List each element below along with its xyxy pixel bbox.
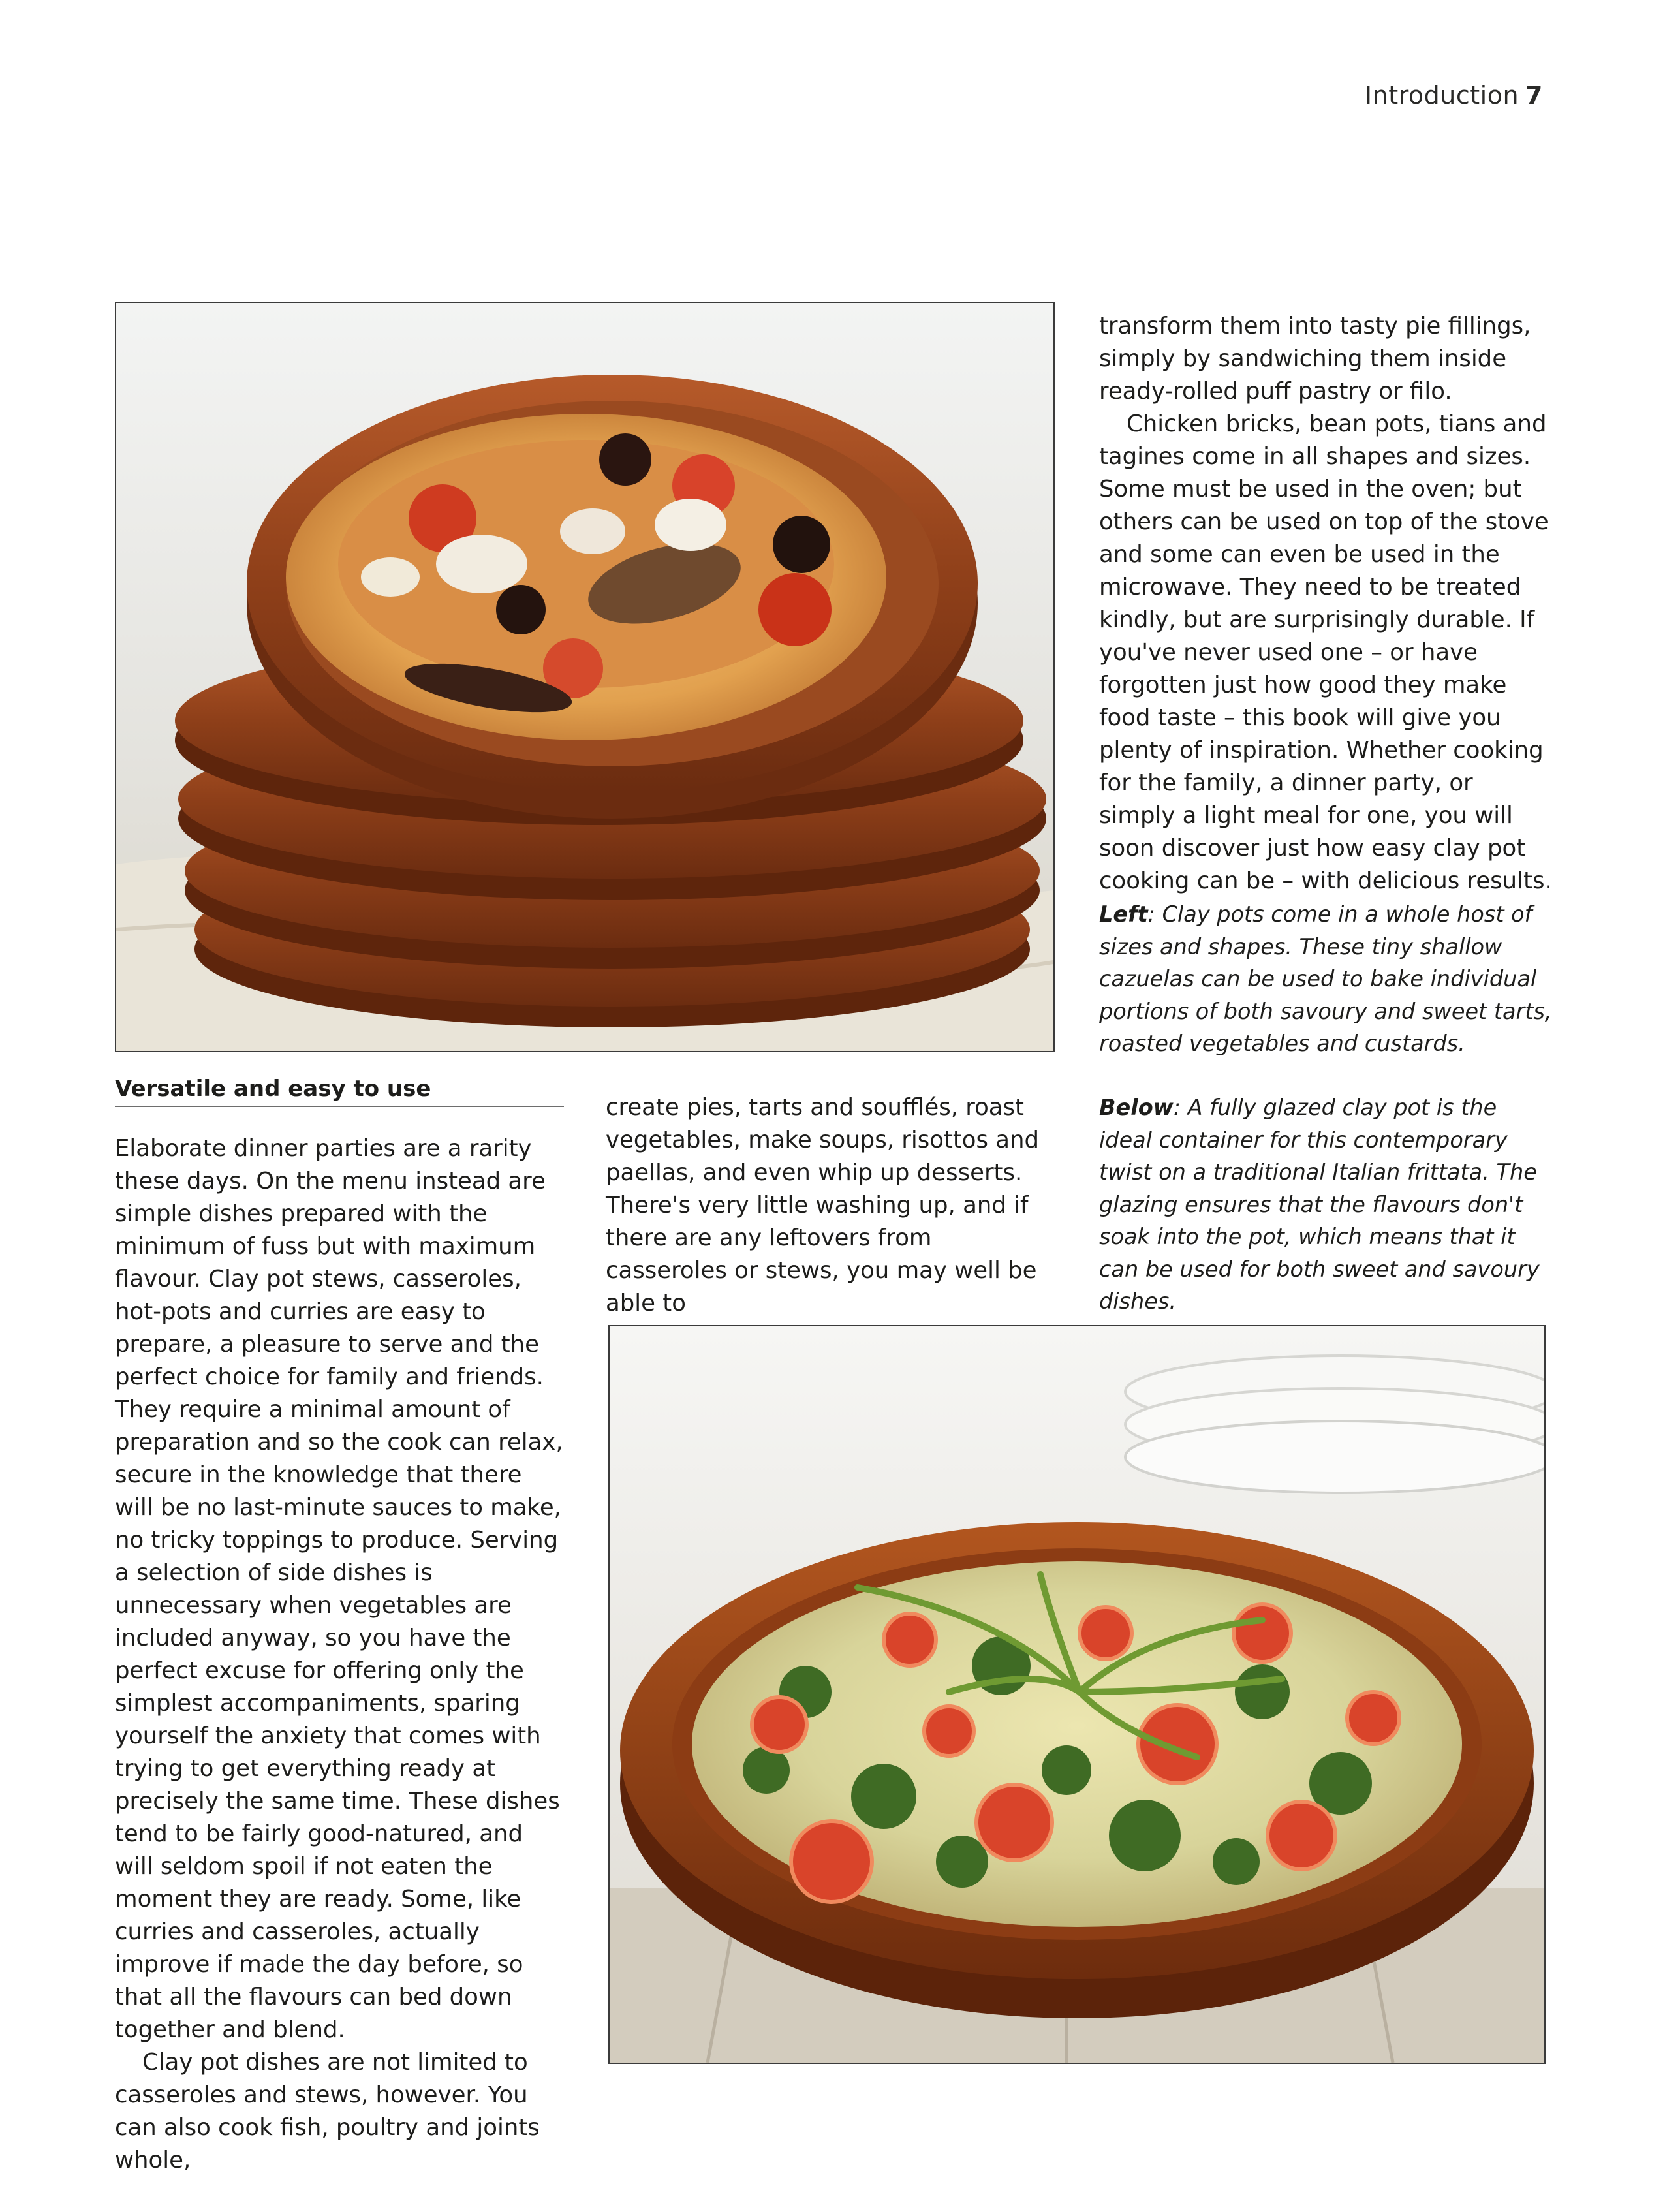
- caption-left: [1099, 898, 1556, 1060]
- page-number: 7: [1525, 81, 1543, 110]
- running-head-section: Introduction: [1364, 81, 1519, 110]
- photo-stacked-cazuelas-illustration: [116, 303, 1053, 1051]
- caption-lead: Left: [1099, 901, 1148, 927]
- body-column-left: [115, 1133, 565, 2177]
- body-paragraph: Elaborate dinner parties are a rarity these days. On the menu instead are simple dishes prepared with the minimum of fuss but with maximum flavour. Clay pot stews, casseroles, hot-pots and curries are easy to prepare, a pleasure to serve and the perfect choice for family and friends. They require a minimal amount of preparation and so the cook can relax, secure in the knowledge that there will be no last-minute sauces to make, no tricky toppings to produce. Serving a selection of side dishes is unnecessary when vegetables are included anyway, so you have the perfect excuse for offering only the simplest accompaniments, sparing yourself the anxiety that comes with trying to get everything ready at precisely the same time. These dishes tend to be fairly good-natured, and will seldom spoil if not eaten the moment they are ready. Some, like curries and casseroles, actually improve if made the day before, so that all the flavours can bed down together and blend.: [115, 1135, 563, 2043]
- caption-text: : Clay pots come in a whole host of sizes and shapes. These tiny shallow cazuelas can be used to bake individual portions of both savoury and sweet tarts, roasted vegetables and custards.: [1099, 901, 1552, 1056]
- section-heading: Versatile and easy to use: [115, 1076, 564, 1107]
- photo-frittata-illustration: [610, 1326, 1544, 2063]
- photo-frittata: [608, 1325, 1546, 2064]
- caption-below: [1099, 1091, 1556, 1318]
- body-paragraph: create pies, tarts and soufflés, roast vegetables, make soups, risottos and paellas, and even whip up desserts. There's very little washing up, and if there are any leftovers from casseroles or stews, you may well be able to: [606, 1094, 1040, 1317]
- body-paragraph: Clay pot dishes are not limited to casseroles and stews, however. You can also cook fish, poultry and joints whole,: [115, 2049, 540, 2174]
- caption-lead: Below: [1099, 1095, 1174, 1120]
- body-column-right: [1099, 310, 1556, 898]
- running-head: [1365, 81, 1543, 110]
- body-paragraph: transform them into tasty pie fillings, simply by sandwiching them inside ready-rolled puff pastry or filo.: [1099, 313, 1531, 405]
- body-paragraph: Chicken bricks, bean pots, tians and tagines come in all shapes and sizes. Some must be used in the oven; but others can be used on top of the stove and some can even be used in the microwave. They need to be treated kindly, but are surprisingly durable. If you've never used one – or have forgotten just how good they make food taste – this book will give you plenty of inspiration. Whether cooking for the family, a dinner party, or simply a light meal for one, you will soon discover just how easy clay pot cooking can be – with delicious results.: [1099, 411, 1552, 894]
- body-column-middle: [606, 1091, 1050, 1320]
- caption-text: : A fully glazed clay pot is the ideal container for this contemporary twist on a traditional Italian frittata. The glazing ensures that the flavours don't soak into the pot, which means that it can be used for both sweet and savoury dishes.: [1099, 1095, 1540, 1314]
- photo-stacked-cazuelas: [115, 302, 1055, 1052]
